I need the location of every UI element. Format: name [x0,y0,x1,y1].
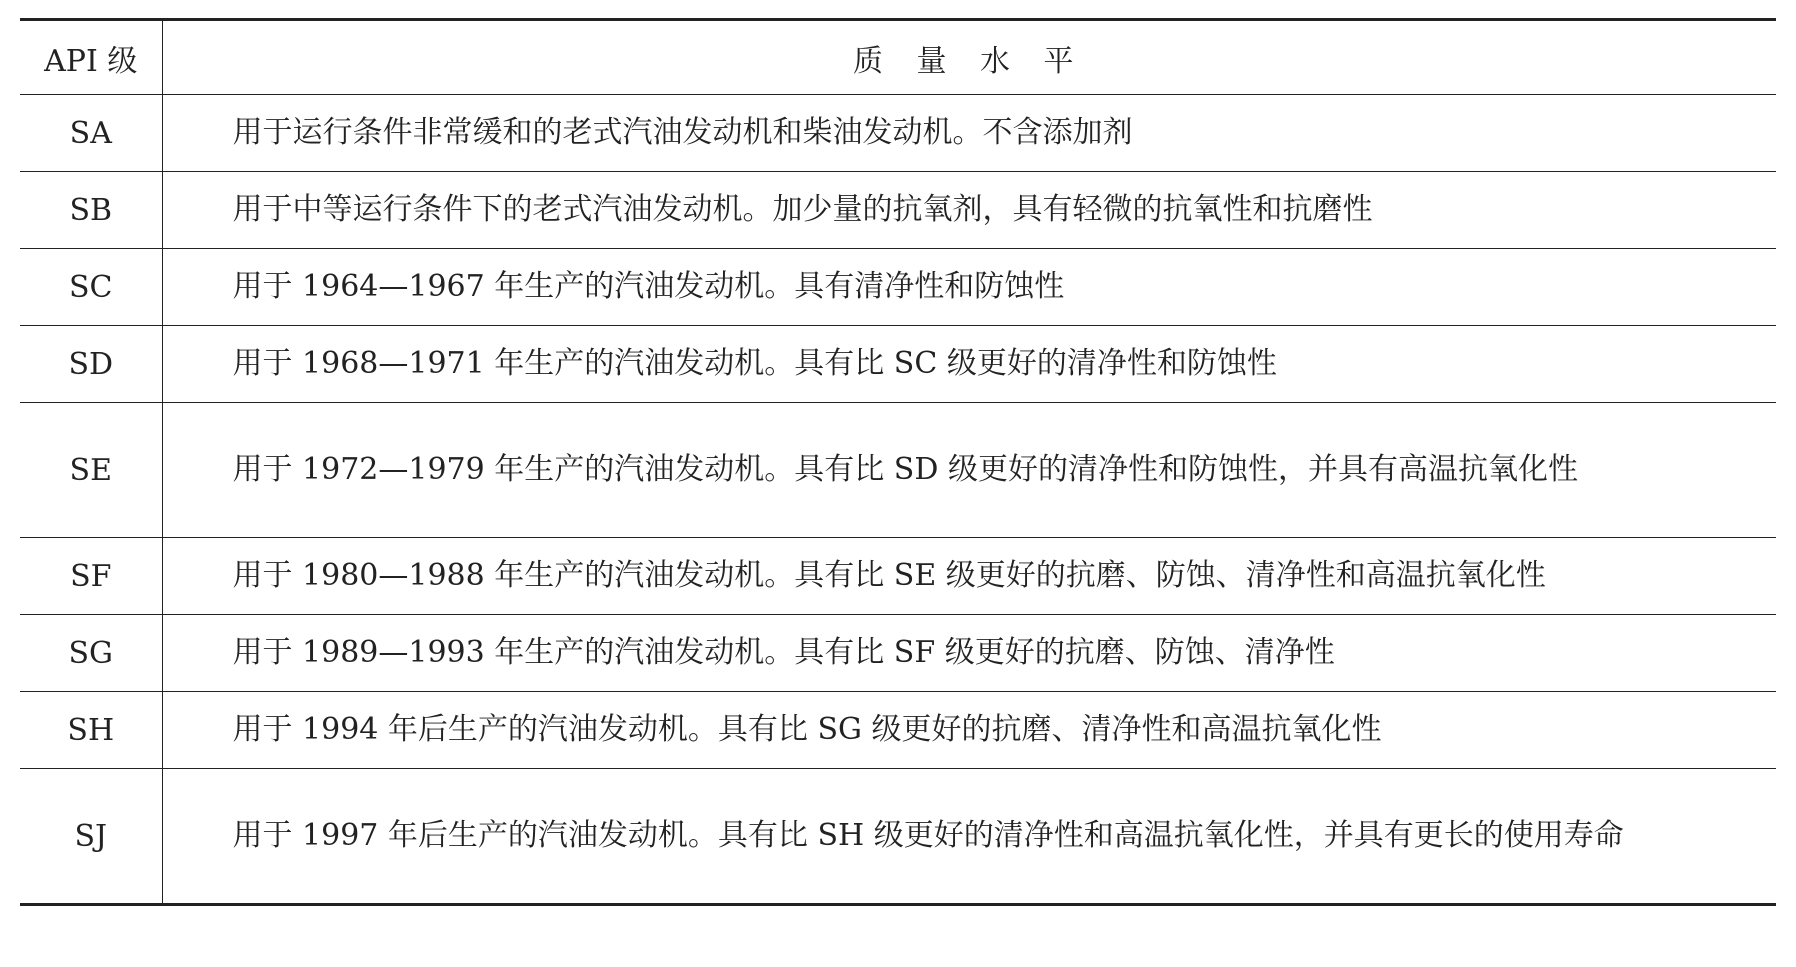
table-row [20,692,1776,769]
grade-cell: SA [20,95,162,172]
quality-description-cell: 用于 1968—1971 年生产的汽油发动机。具有比 SC 级更好的清净性和防蚀性 [232,346,1277,381]
quality-description-cell: 用于 1994 年后生产的汽油发动机。具有比 SG 级更好的抗磨、清净性和高温抗氧化性 [232,712,1382,747]
quality-description-cell: 用于中等运行条件下的老式汽油发动机。加少量的抗氧剂，具有轻微的抗氧性和抗磨性 [232,192,1373,227]
table-row [20,538,1776,615]
quality-description-cell: 用于 1964—1967 年生产的汽油发动机。具有清净性和防蚀性 [232,269,1065,304]
api-grade-table [20,18,1776,906]
grade-cell: SC [20,249,162,326]
quality-description-cell: 用于运行条件非常缓和的老式汽油发动机和柴油发动机。不含添加剂 [232,115,1133,150]
grade-cell: SG [20,615,162,692]
grade-cell: SJ [20,769,162,905]
table-body [20,95,1776,905]
table-row [20,95,1776,172]
header-quality-level: 质 量 水 平 [852,43,1086,79]
table-row [20,249,1776,326]
grade-cell: SB [20,172,162,249]
quality-description-cell: 用于 1972—1979 年生产的汽油发动机。具有比 SD 级更好的清净性和防蚀性，并具有高温抗氧化性 [232,452,1578,487]
quality-description-cell: 用于 1989—1993 年生产的汽油发动机。具有比 SF 级更好的抗磨、防蚀、清净性 [232,635,1335,670]
table-header [20,20,1776,95]
header-row [20,20,1776,95]
grade-cell: SF [20,538,162,615]
table-row [20,769,1776,905]
table-row [20,403,1776,538]
header-api-grade: API 级 [20,20,162,95]
quality-description-cell: 用于 1997 年后生产的汽油发动机。具有比 SH 级更好的清净性和高温抗氧化性，并具有更长的使用寿命 [232,818,1624,853]
grade-cell: SH [20,692,162,769]
grade-cell: SD [20,326,162,403]
table-row [20,615,1776,692]
api-grade-table-container [20,18,1776,906]
table-row [20,326,1776,403]
table-row [20,172,1776,249]
grade-cell: SE [20,403,162,538]
quality-description-cell: 用于 1980—1988 年生产的汽油发动机。具有比 SE 级更好的抗磨、防蚀、清净性和高温抗氧化性 [232,558,1546,593]
